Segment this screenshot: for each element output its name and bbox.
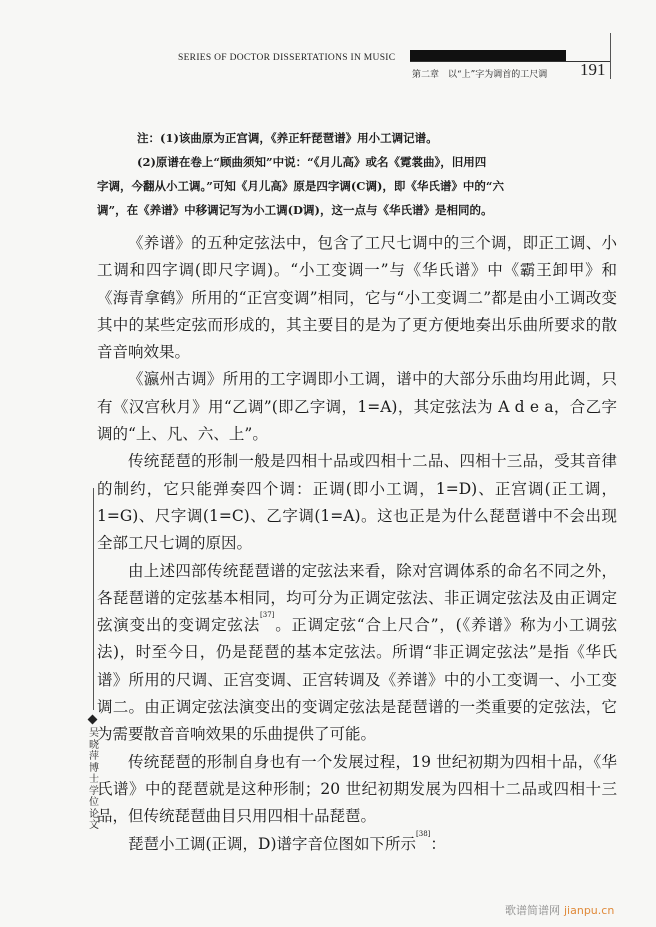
note-1: 注：(1)该曲原为正宫调，《养正轩琵琶谱》用小工调记谱。 xyxy=(137,131,438,145)
watermark-text: 歌谱简谱网 xyxy=(505,904,560,917)
watermark-site: jianpu.cn xyxy=(564,904,615,917)
paragraph-4-part-a: 由上述四部传统琵琶谱的定弦法来看，除对宫调体系的命名不同之外，各琵琶谱的定弦基本相同，均可分为正调定弦法、非正调定弦法及由正调定弦演变出的变调定弦法 xyxy=(97,561,617,635)
margin-vertical-rule xyxy=(93,488,94,710)
paragraph-6-part-b: ： xyxy=(430,834,446,853)
diamond-icon xyxy=(88,715,98,725)
paragraph-3: 传统琵琶的形制一般是四相十品或四相十二品、四相十三品，受其音律的制约，它只能弹奏四个调：正调(即小工调，1=D)、正宫调(正工调，1=G)、尺字调(1=C)、乙字调(1=A)。这也正是为什么琵琶谱中不会出现全部工尺七调的原因。 xyxy=(97,452,617,553)
citation-37: [37] xyxy=(260,611,275,620)
page-number: 191 xyxy=(580,60,606,79)
paragraph-2: 《瀛州古调》所用的工字调即小工调，谱中的大部分乐曲均用此调，只有《汉宫秋月》用“乙调”(即乙字调，1=A)，其定弦法为 A d e a，合乙字调的“上、凡、六、上”。 xyxy=(97,370,617,444)
body-text xyxy=(97,230,617,858)
paragraph-5: 传统琵琶的形制自身也有一个发展过程，19 世纪初期为四相十品，《华氏谱》中的琵琶就是这种形制；20 世纪初期发展为四相十二品或四相十三品，但传统琵琶曲目只用四相十品琵琶。 xyxy=(97,752,617,826)
paragraph-6-part-a: 琵琶小工调(正调，D)谱字音位图如下所示 xyxy=(128,834,417,853)
paragraph-6 xyxy=(97,831,617,858)
footnotes xyxy=(97,126,607,222)
paragraph-4 xyxy=(97,558,617,749)
chapter-title: 第二章 以“上”字为调首的工尺调 xyxy=(412,70,548,80)
header-vertical-rule xyxy=(610,33,611,79)
note-2-line-1: (2)原谱在卷上“顾曲须知”中说：“《月儿高》或名《霓裳曲》，旧用四 xyxy=(137,155,487,169)
series-title: SERIES OF DOCTOR DISSERTATIONS IN MUSIC xyxy=(178,53,396,63)
citation-38: [38] xyxy=(416,829,431,838)
margin-author-label: 吴晓萍博士学位论文 xyxy=(89,728,99,831)
paragraph-4-part-b: 。正调定弦“合上尺合”，(《养谱》称为小工调弦法)，时至今日，仍是琵琶的基本定弦法。所谓“非正调定弦法”是指《华氏谱》所用的尺调、正宫变调、正宫转调及《养谱》中的小工变调一、小工变调二。由正调定弦法演变出的变调定弦法是琵琶谱的一类重要的定弦法，它为需要散音音响效果的乐曲提供了可能。 xyxy=(97,616,617,744)
note-2-line-3: 调”，在《养谱》中移调记写为小工调(D调)，这一点与《华氏谱》是相同的。 xyxy=(97,203,493,217)
note-2-line-2: 字调，今翻从小工调。”可知《月儿高》原是四字调(C调)，即《华氏谱》中的“六 xyxy=(97,179,505,193)
paragraph-1: 《养谱》的五种定弦法中，包含了工尺七调中的三个调，即正工调、小工调和四字调(即尺字调)。“小工变调一”与《华氏谱》中《霸王卸甲》和《海青拿鹤》所用的“正宫变调”相同，它与“小工变调二”都是由小工调改变其中的某些定弦而形成的，其主要目的是为了更方便地奏出乐曲所要求的散音音响效果。 xyxy=(97,234,617,362)
watermark xyxy=(505,902,614,918)
